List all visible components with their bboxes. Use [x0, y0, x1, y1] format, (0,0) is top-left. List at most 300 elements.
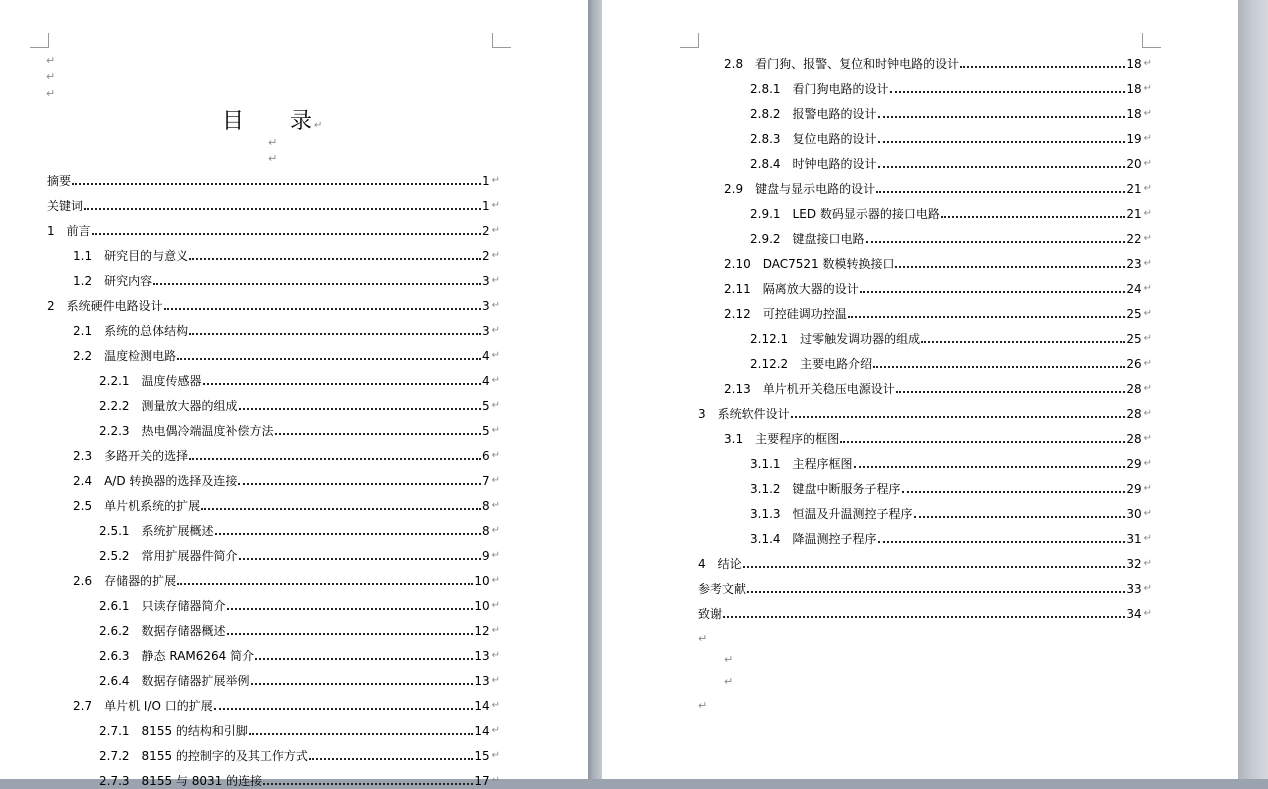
paragraph-mark: ↵	[491, 750, 500, 761]
toc-entry-page: 26	[1126, 357, 1142, 371]
toc-entry[interactable]	[750, 327, 1152, 347]
toc-dot-leader	[251, 683, 474, 685]
toc-dot-leader	[275, 433, 481, 435]
paragraph-mark: ↵	[268, 152, 278, 165]
toc-entry-number: 2.8.4	[750, 157, 781, 171]
paragraph-mark: ↵	[1143, 358, 1152, 369]
toc-entry-page: 13	[474, 649, 490, 663]
toc-entry[interactable]	[99, 644, 500, 664]
toc-dot-leader	[239, 558, 481, 560]
paragraph-mark: ↵	[491, 700, 500, 711]
toc-entry-number: 2.6.3	[99, 649, 130, 663]
toc-entry-title: 主要电路介绍	[800, 357, 873, 371]
toc-entry-number: 2.13	[724, 382, 751, 396]
paragraph-mark: ↵	[491, 375, 500, 386]
toc-dot-leader	[309, 758, 473, 760]
toc-entry-number: 2.3	[73, 449, 93, 463]
toc-entry-number: 2.11	[724, 282, 751, 296]
toc-entry-title: 复位电路的设计	[792, 132, 877, 146]
toc-entry-page: 8	[481, 524, 490, 538]
toc-dot-leader	[878, 166, 1126, 168]
paragraph-mark: ↵	[491, 175, 500, 186]
toc-entry[interactable]	[47, 294, 500, 314]
paragraph-mark: ↵	[491, 600, 500, 611]
paragraph-mark: ↵	[491, 525, 500, 536]
toc-entry-title: 摘要	[47, 174, 72, 188]
toc-entry-page: 13	[474, 674, 490, 688]
toc-dot-leader	[189, 258, 481, 260]
toc-entry[interactable]	[73, 494, 500, 514]
toc-entry-number: 2.7.3	[99, 774, 130, 788]
toc-entry-page: 1	[481, 174, 490, 188]
toc-entry[interactable]	[73, 694, 500, 714]
toc-entry-title: 8155 的控制字的及其工作方式	[141, 749, 308, 763]
toc-entry-number: 2.2	[73, 349, 93, 363]
toc-entry[interactable]	[750, 502, 1152, 522]
toc-entry-number: 4	[698, 557, 706, 571]
paragraph-mark: ↵	[1143, 233, 1152, 244]
toc-dot-leader	[227, 608, 474, 610]
toc-entry-title: 多路开关的选择	[104, 449, 189, 463]
paragraph-mark: ↵	[1143, 433, 1152, 444]
toc-entry-number: 3.1.2	[750, 482, 781, 496]
toc-dot-leader	[189, 458, 481, 460]
paragraph-mark: ↵	[491, 425, 500, 436]
toc-entry-page: 29	[1126, 457, 1142, 471]
toc-entry[interactable]	[73, 569, 500, 589]
toc-title	[222, 104, 322, 135]
toc-entry-number: 2.9.2	[750, 232, 781, 246]
paragraph-mark: ↵	[491, 625, 500, 636]
toc-entry-title: DAC7521 数模转换接口	[762, 257, 895, 271]
toc-entry-number: 2.5	[73, 499, 93, 513]
toc-entry-page: 7	[481, 474, 490, 488]
toc-entry-page: 3	[481, 299, 490, 313]
toc-entry-page: 5	[481, 399, 490, 413]
toc-entry[interactable]	[750, 477, 1152, 497]
toc-entry[interactable]	[750, 527, 1152, 547]
toc-entry-page: 10	[474, 599, 490, 613]
toc-entry-page: 28	[1126, 382, 1142, 396]
page-corner-mark	[680, 33, 699, 48]
toc-entry-title: 常用扩展器件简介	[141, 549, 238, 563]
toc-entry-title: 结论	[717, 557, 742, 571]
paragraph-mark: ↵	[1143, 133, 1152, 144]
toc-dot-leader	[848, 316, 1126, 318]
paragraph-mark: ↵	[1143, 333, 1152, 344]
toc-entry[interactable]	[73, 469, 500, 489]
toc-entry-page: 3	[481, 324, 490, 338]
paragraph-mark: ↵	[491, 200, 500, 211]
toc-entry-title: 主程序框图	[792, 457, 853, 471]
toc-entry-title: 数据存储器扩展举例	[141, 674, 250, 688]
toc-entry-title: 只读存储器简介	[141, 599, 226, 613]
toc-entry-title: A/D 转换器的选择及连接	[104, 474, 238, 488]
toc-entry-title: 热电偶冷端温度补偿方法	[141, 424, 274, 438]
toc-entry-title: 键盘接口电路	[792, 232, 865, 246]
paragraph-mark: ↵	[1143, 583, 1152, 594]
toc-entry-page: 21	[1126, 207, 1142, 221]
paragraph-mark: ↵	[1143, 508, 1152, 519]
toc-dot-leader	[72, 183, 481, 185]
toc-entry-number: 2.7.1	[99, 724, 130, 738]
toc-entry-title: 8155 的结构和引脚	[141, 724, 248, 738]
toc-dot-leader	[902, 491, 1126, 493]
paragraph-mark: ↵	[1143, 108, 1152, 119]
paragraph-mark: ↵	[1143, 158, 1152, 169]
page-corner-mark	[1142, 33, 1161, 48]
toc-entry[interactable]	[724, 302, 1152, 322]
toc-entry-page: 28	[1126, 432, 1142, 446]
toc-entry-number: 2.10	[724, 257, 751, 271]
toc-entry-title: 系统扩展概述	[141, 524, 214, 538]
page-corner-mark	[30, 33, 49, 48]
toc-entry[interactable]	[724, 277, 1152, 297]
toc-entry-page: 28	[1126, 407, 1142, 421]
toc-entry-page: 25	[1126, 332, 1142, 346]
toc-entry[interactable]	[698, 577, 1152, 597]
toc-entry[interactable]	[47, 169, 500, 189]
toc-entry-title: 系统硬件电路设计	[66, 299, 163, 313]
toc-dot-leader	[840, 441, 1125, 443]
toc-entry[interactable]	[750, 77, 1152, 97]
toc-entry-number: 2.4	[73, 474, 93, 488]
toc-entry-title: 系统软件设计	[717, 407, 790, 421]
toc-entry-title: 温度检测电路	[104, 349, 177, 363]
toc-dot-leader	[747, 591, 1125, 593]
toc-entry-page: 4	[481, 349, 490, 363]
toc-entry[interactable]	[99, 594, 500, 614]
toc-dot-leader	[854, 466, 1126, 468]
paragraph-mark: ↵	[314, 120, 323, 131]
toc-entry[interactable]	[750, 102, 1152, 122]
toc-entry[interactable]	[724, 427, 1152, 447]
paragraph-mark: ↵	[1143, 383, 1152, 394]
toc-dot-leader	[878, 141, 1126, 143]
paragraph-mark: ↵	[1143, 283, 1152, 294]
toc-entry-number: 2.2.2	[99, 399, 130, 413]
toc-entry[interactable]	[99, 544, 500, 564]
toc-entry-page: 15	[474, 749, 490, 763]
toc-dot-leader	[227, 633, 474, 635]
paragraph-mark: ↵	[491, 475, 500, 486]
toc-entry-number: 2.12	[724, 307, 751, 321]
toc-entry[interactable]	[99, 419, 500, 439]
toc-dot-leader	[860, 291, 1126, 293]
toc-dot-leader	[723, 616, 1125, 618]
page-edge-shadow	[1238, 0, 1268, 779]
toc-dot-leader	[876, 191, 1125, 193]
toc-entry[interactable]	[73, 344, 500, 364]
toc-entry-page: 19	[1126, 132, 1142, 146]
toc-entry-number: 3	[698, 407, 706, 421]
toc-entry-page: 32	[1126, 557, 1142, 571]
toc-entry-page: 33	[1126, 582, 1142, 596]
toc-entry-number: 1	[47, 224, 55, 238]
toc-entry-title: 数据存储器概述	[141, 624, 226, 638]
paragraph-mark: ↵	[491, 725, 500, 736]
toc-entry-page: 2	[481, 224, 490, 238]
toc-dot-leader	[960, 66, 1125, 68]
toc-entry-number: 2.6	[73, 574, 93, 588]
toc-entry-number: 3.1.1	[750, 457, 781, 471]
paragraph-mark: ↵	[1143, 183, 1152, 194]
toc-entry[interactable]	[698, 602, 1152, 622]
toc-entry-page: 34	[1126, 607, 1142, 621]
toc-entry-page: 8	[481, 499, 490, 513]
toc-entry-number: 1.1	[73, 249, 93, 263]
toc-dot-leader	[177, 358, 481, 360]
toc-dot-leader	[878, 116, 1126, 118]
toc-entry-title: LED 数码显示器的接口电路	[792, 207, 940, 221]
toc-dot-leader	[189, 333, 481, 335]
toc-entry[interactable]	[47, 219, 500, 239]
toc-entry-number: 2	[47, 299, 55, 313]
toc-dot-leader	[255, 658, 473, 660]
toc-dot-leader	[890, 91, 1126, 93]
toc-entry-number: 2.9.1	[750, 207, 781, 221]
toc-dot-leader	[215, 533, 481, 535]
toc-entry-title: 8155 与 8031 的连接	[141, 774, 263, 788]
toc-entry-title: 可控硅调功控温	[762, 307, 847, 321]
toc-entry[interactable]	[750, 202, 1152, 222]
toc-entry-title: 参考文献	[698, 582, 747, 596]
toc-entry-number: 2.8.1	[750, 82, 781, 96]
toc-entry-number: 2.8.3	[750, 132, 781, 146]
toc-entry-number: 2.6.2	[99, 624, 130, 638]
toc-entry-number: 2.2.1	[99, 374, 130, 388]
toc-entry-page: 4	[481, 374, 490, 388]
toc-entry-page: 12	[474, 624, 490, 638]
toc-entry-title: 主要程序的框图	[755, 432, 840, 446]
document-page-left	[0, 0, 588, 788]
toc-entry-page: 2	[481, 249, 490, 263]
toc-entry-page: 21	[1126, 182, 1142, 196]
page-gap-shadow	[588, 0, 602, 779]
toc-entry-title: 键盘与显示电路的设计	[755, 182, 876, 196]
paragraph-mark: ↵	[1143, 608, 1152, 619]
toc-dot-leader	[873, 366, 1125, 368]
toc-entry-title: 报警电路的设计	[792, 107, 877, 121]
toc-entry-number: 2.5.1	[99, 524, 130, 538]
toc-dot-leader	[896, 391, 1126, 393]
toc-dot-leader	[92, 233, 481, 235]
toc-entry-number: 2.2.3	[99, 424, 130, 438]
toc-entry[interactable]	[750, 127, 1152, 147]
toc-dot-leader	[177, 583, 473, 585]
toc-entry-title: 时钟电路的设计	[792, 157, 877, 171]
toc-entry-page: 31	[1126, 532, 1142, 546]
paragraph-mark: ↵	[491, 500, 500, 511]
toc-entry-title: 测量放大器的组成	[141, 399, 238, 413]
paragraph-mark: ↵	[491, 225, 500, 236]
paragraph-mark: ↵	[491, 775, 500, 786]
toc-entry[interactable]	[724, 252, 1152, 272]
toc-dot-leader	[866, 241, 1126, 243]
toc-entry[interactable]	[73, 244, 500, 264]
paragraph-mark: ↵	[1143, 258, 1152, 269]
toc-entry-title: 看门狗电路的设计	[792, 82, 889, 96]
paragraph-mark: ↵	[491, 325, 500, 336]
toc-entry-title: 温度传感器	[141, 374, 202, 388]
toc-entry[interactable]	[73, 269, 500, 289]
toc-entry-page: 18	[1126, 82, 1142, 96]
toc-entry-page: 3	[481, 274, 490, 288]
toc-entry-page: 17	[474, 774, 490, 788]
toc-entry-page: 5	[481, 424, 490, 438]
paragraph-mark: ↵	[1143, 83, 1152, 94]
toc-entry-page: 20	[1126, 157, 1142, 171]
toc-entry[interactable]	[99, 394, 500, 414]
toc-title-char: 录	[290, 109, 313, 134]
paragraph-mark: ↵	[1143, 483, 1152, 494]
paragraph-mark: ↵	[491, 575, 500, 586]
toc-entry-page: 25	[1126, 307, 1142, 321]
toc-entry-number: 3.1	[724, 432, 744, 446]
toc-title-char: 目	[222, 109, 245, 134]
paragraph-mark: ↵	[491, 350, 500, 361]
toc-dot-leader	[239, 408, 481, 410]
toc-entry[interactable]	[99, 669, 500, 689]
toc-entry-title: 单片机开关稳压电源设计	[762, 382, 895, 396]
toc-entry-title: 单片机 I/O 口的扩展	[104, 699, 213, 713]
toc-entry-title: 前言	[66, 224, 91, 238]
toc-entry-title: 研究目的与意义	[104, 249, 189, 263]
toc-dot-leader	[921, 341, 1125, 343]
toc-entry[interactable]	[724, 377, 1152, 397]
toc-entry[interactable]	[750, 152, 1152, 172]
toc-entry-title: 看门狗、报警、复位和时钟电路的设计	[755, 57, 960, 71]
toc-entry-page: 1	[481, 199, 490, 213]
toc-entry[interactable]	[724, 52, 1152, 72]
toc-entry-number: 2.12.2	[750, 357, 789, 371]
toc-entry-page: 18	[1126, 57, 1142, 71]
toc-entry[interactable]	[750, 452, 1152, 472]
toc-entry[interactable]	[99, 744, 500, 764]
toc-entry-number: 2.12.1	[750, 332, 789, 346]
document-page-right	[602, 0, 1238, 779]
toc-dot-leader	[249, 733, 473, 735]
toc-entry[interactable]	[99, 719, 500, 739]
toc-entry-number: 2.1	[73, 324, 93, 338]
page-corner-mark	[492, 33, 511, 48]
toc-entry-title: 降温测控子程序	[792, 532, 877, 546]
paragraph-mark: ↵	[724, 653, 734, 666]
toc-entry[interactable]	[99, 369, 500, 389]
toc-entry[interactable]	[698, 552, 1152, 572]
toc-entry[interactable]	[99, 769, 500, 789]
toc-entry-title: 隔离放大器的设计	[762, 282, 859, 296]
paragraph-mark: ↵	[1143, 458, 1152, 469]
toc-entry-page: 29	[1126, 482, 1142, 496]
toc-dot-leader	[164, 308, 481, 310]
paragraph-mark: ↵	[1143, 208, 1152, 219]
toc-entry-title: 存储器的扩展	[104, 574, 177, 588]
toc-entry-page: 9	[481, 549, 490, 563]
toc-dot-leader	[914, 516, 1126, 518]
toc-entry-title: 研究内容	[104, 274, 153, 288]
paragraph-mark: ↵	[491, 300, 500, 311]
paragraph-mark: ↵	[1143, 408, 1152, 419]
toc-dot-leader	[743, 566, 1126, 568]
paragraph-mark: ↵	[1143, 58, 1152, 69]
toc-dot-leader	[153, 283, 481, 285]
toc-entry-page: 22	[1126, 232, 1142, 246]
toc-entry-title: 关键词	[47, 199, 84, 213]
toc-entry-page: 14	[474, 724, 490, 738]
toc-entry-number: 2.5.2	[99, 549, 130, 563]
paragraph-mark: ↵	[46, 70, 56, 83]
toc-entry[interactable]	[99, 619, 500, 639]
toc-dot-leader	[214, 708, 474, 710]
paragraph-mark: ↵	[491, 550, 500, 561]
toc-dot-leader	[203, 383, 481, 385]
toc-entry-number: 2.7	[73, 699, 93, 713]
paragraph-mark: ↵	[698, 632, 708, 645]
toc-entry-number: 2.9	[724, 182, 744, 196]
toc-entry-page: 6	[481, 449, 490, 463]
paragraph-mark: ↵	[46, 87, 56, 100]
toc-entry-number: 2.8.2	[750, 107, 781, 121]
toc-entry-page: 18	[1126, 107, 1142, 121]
toc-entry-page: 30	[1126, 507, 1142, 521]
toc-entry-number: 3.1.3	[750, 507, 781, 521]
toc-entry[interactable]	[724, 177, 1152, 197]
toc-dot-leader	[791, 416, 1126, 418]
toc-dot-leader	[238, 483, 481, 485]
toc-dot-leader	[84, 208, 481, 210]
paragraph-mark: ↵	[491, 275, 500, 286]
toc-entry[interactable]	[99, 519, 500, 539]
paragraph-mark: ↵	[491, 450, 500, 461]
toc-entry[interactable]	[750, 352, 1152, 372]
paragraph-mark: ↵	[46, 54, 56, 67]
toc-entry-page: 23	[1126, 257, 1142, 271]
toc-entry[interactable]	[750, 227, 1152, 247]
toc-entry-number: 1.2	[73, 274, 93, 288]
toc-entry-page: 10	[474, 574, 490, 588]
toc-entry-title: 单片机系统的扩展	[104, 499, 201, 513]
toc-dot-leader	[895, 266, 1125, 268]
paragraph-mark: ↵	[698, 699, 708, 712]
paragraph-mark: ↵	[268, 136, 278, 149]
toc-dot-leader	[201, 508, 481, 510]
toc-entry-title: 过零触发调功器的组成	[800, 332, 921, 346]
toc-dot-leader	[941, 216, 1125, 218]
toc-entry-number: 2.7.2	[99, 749, 130, 763]
toc-entry-page: 14	[474, 699, 490, 713]
toc-entry-page: 24	[1126, 282, 1142, 296]
paragraph-mark: ↵	[491, 650, 500, 661]
toc-entry[interactable]	[73, 444, 500, 464]
toc-entry[interactable]	[47, 194, 500, 214]
toc-dot-leader	[878, 541, 1126, 543]
paragraph-mark: ↵	[1143, 308, 1152, 319]
toc-entry-title: 静态 RAM6264 简介	[141, 649, 255, 663]
toc-entry-number: 2.8	[724, 57, 744, 71]
toc-entry-title: 恒温及升温测控子程序	[792, 507, 913, 521]
paragraph-mark: ↵	[1143, 558, 1152, 569]
paragraph-mark: ↵	[491, 250, 500, 261]
paragraph-mark: ↵	[491, 400, 500, 411]
paragraph-mark: ↵	[1143, 533, 1152, 544]
toc-entry-number: 2.6.1	[99, 599, 130, 613]
toc-entry-title: 系统的总体结构	[104, 324, 189, 338]
toc-entry[interactable]	[698, 402, 1152, 422]
toc-entry[interactable]	[73, 319, 500, 339]
toc-dot-leader	[263, 783, 473, 785]
paragraph-mark: ↵	[491, 675, 500, 686]
